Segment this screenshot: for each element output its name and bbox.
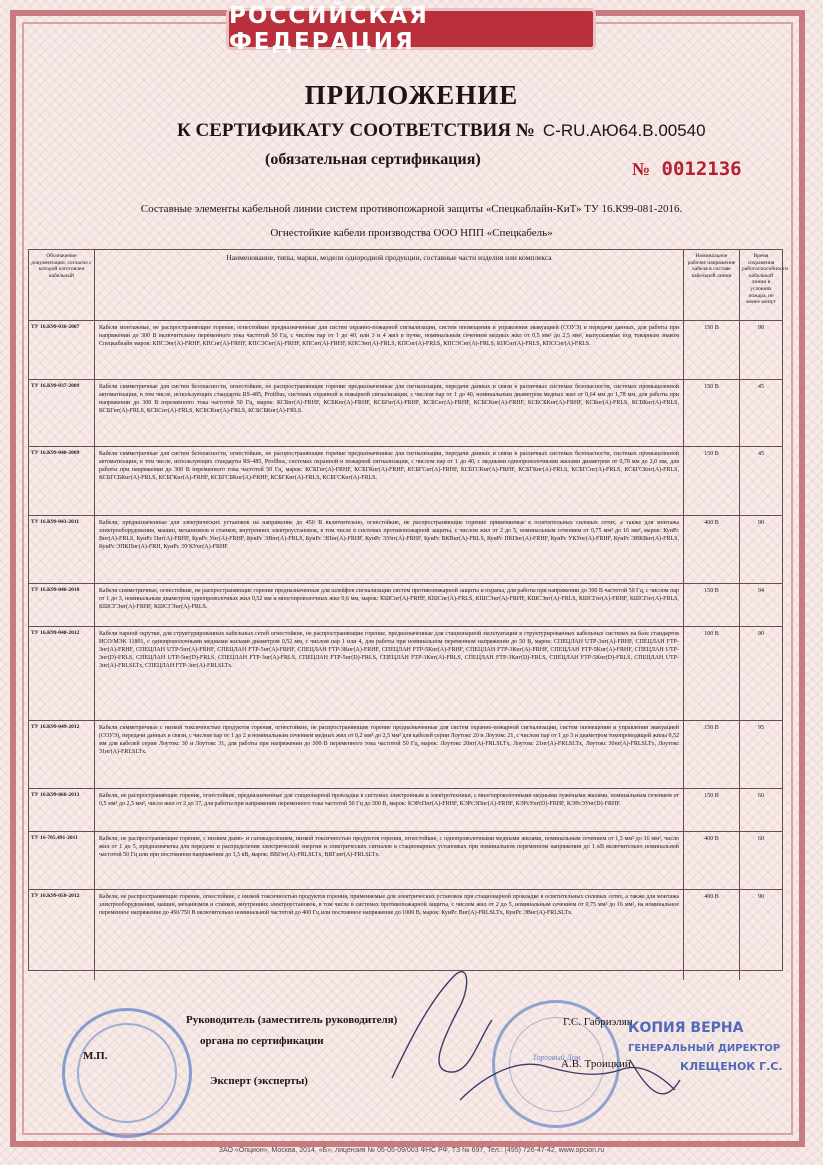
expert-name: А.В. Троицкий — [561, 1058, 631, 1070]
country-banner: РОССИЙСКАЯ ФЕДЕРАЦИЯ — [226, 8, 596, 50]
row-code: ТУ 16.К99-049-2012 — [29, 721, 95, 788]
row-time: 45 — [758, 451, 764, 457]
row-code: ТУ 16.К99-043-2011 — [29, 516, 95, 583]
obligatory-note: (обязательная сертификация) — [265, 151, 481, 168]
row-text: Кабели симметричные с низкой токсичностью продуктов горения, огнестойкие, не распространяющие горение предназначенные для систем охранно-пожарной сигнализации, систем оповещения и управления эвакуацией (СОУЭ), передачи данных и связи, с числом пар от 1 до 2 и номинальным сечением медных жил от 0,2 мм² до 2,5 мм² для кабелей серии Лоутокс 20 и Лоутокс 21, с числом пар от 1 до 3 и диаметром токопроводящей жилы 0,52 мм для кабелей серии Лоутокс 30 и Лоутокс 31, для работы при напряжении до 300 В переменного тока частотой 50 Гц, марок: Лоутокс 20нг(А)-FRLSLTx, Лоутокс 21нг(А)-FRLSLTx, Лоутокс 30нг(А)-FRLSLTx, Лоутокс 31нг(А)-FRLSLTx. — [95, 721, 684, 788]
row-time: 90 — [758, 894, 764, 900]
subtitle-line-1: Составные элементы кабельной линии систем противопожарной защиты «Спецкаблайн-КиТ» ТУ 16.К99-081-2016. — [140, 203, 683, 215]
header-voltage: Номинальное рабочее напряжение кабеля в составе кабельной линии — [684, 250, 740, 320]
row-time: 60 — [758, 793, 764, 799]
certificate-prefix: К СЕРТИФИКАТУ СООТВЕТСТВИЯ № — [177, 120, 535, 141]
row-text: Кабели, не распространяющие горение, огнестойкие, с низкой токсичностью продуктов горения, применяемые для электрических установок при стационарной прокладке в осветительных силовых сетях, а также для монтажа электрооборудования, машин, механизмов и станков, внутренних электроустановок, в том числе в системах противопожарной защиты, с числом жил от 2 до 5, номинальным сечением от 0,75 мм² до 16 мм², на номинальное переменное напряжение до 450/750 В включительно номинальной частотой до 400 Гц или постоянное напряжение до 1000 В, марок: КуиРс Внг(А)-FRLSLTx, КуиРс ЭВнг(А)-FRLSLTx. — [95, 890, 684, 980]
printer-footer: ЗАО «Опцион», Москва, 2014, «Б», лицензия № 05-05-09/003 ФНС РФ, ТЗ № 697, Тел.: (495) 726-47-42, www.opcion.ru — [218, 1147, 605, 1154]
head-label-line2: органа по сертификации — [200, 1035, 324, 1047]
expert-label: Эксперт (эксперты) — [210, 1075, 308, 1087]
director-title-stamp: ГЕНЕРАЛЬНЫЙ ДИРЕКТОР — [628, 1043, 781, 1054]
row-voltage: 400 В — [684, 890, 740, 980]
row-time: 45 — [758, 384, 764, 390]
row-code: ТУ 16.К99-046-2010 — [29, 584, 95, 626]
row-voltage: 150 В — [684, 789, 740, 831]
certificate-number: C-RU.АЮ64.В.00540 — [542, 121, 706, 140]
row-voltage: 150 В — [684, 447, 740, 515]
row-code: ТУ 16.К99-040-2009 — [29, 447, 95, 515]
row-time: 90 — [758, 520, 764, 526]
row-voltage: 100 В — [684, 627, 740, 720]
row-code: ТУ 16.К99-066-2013 — [29, 789, 95, 831]
row-text: Кабели, предназначенные для электрических установок на напряжение до 450 В включительно, огнестойкие, не распространяющие горение применяемые в осветительных силовых сетях, а также для монтажа электрооборудования, машин, механизмов и станков, внутренних электроустановок, в том числе в системах противопожарной защиты, с числом жил от 2 до 5, номинальным сечением от 0,75 мм² до 16 мм², марок: КуиРс Внг(А)-FRLS, КуиРс Пнг(А)-FRHF, КуиРс Унг(А)-FRHF, КуиРс ЭВнг(А)-FRLS, КуиРс ЭПнг(А)-FRHF, КуиРс ЭУнг(А)-FRHF, КуиРс ВКВнг(А)-FRLS, КуиРс ПКПнг(А)-FRHF, КуиРс УКУнг(А)-FRHF, КуиРс ЭВКВнг(А)-FRLS, КуиРс ЭПКПнг(А)-FRH, КуиРс ЭУКУнг(А)-FRHF. — [95, 516, 684, 583]
row-time: 95 — [758, 725, 764, 731]
row-text: Кабели, не распространяющие горение, с низким дымо- и газовыделением, низкой токсичностью продуктов горения, огнестойкие, с однопроволочными медными жилами, номинальным сечением от 1,5 мм² до 16 мм², число жил от 1 до 5, предназначены для передачи и распределения электрической энергии и электрических сигналов в стационарных установках при номинальном переменном напряжении до 1 кВ включительно номинальной частотой 50 Гц или при постоянном напряжении до 1,5 кВ, марок: ВВГнг(А)-FRLSLTx, ВВГзнг(А)-FRLSLTx. — [95, 832, 684, 889]
row-text: Кабели симметричные, огнестойкие, не распространяющие горение предназначенные для шлейфов сигнализации систем противопожарной защиты и охраны, для работы при напряжении до 300 В частотой 50 Гц, с числом пар от 1 до 3, номинальным диаметром однопроволочных жил 0,52 мм и многопроволочных жил 0,6 мм, марок: КШСнг(А)-FRHF, КШСнг(А)-FRLS, КШСЭнг(А)-FRHF, КШСЭнг(А)-FRLS, КШСГнг(А)-FRHF, КШСГнг(А)-FRLS, КШСГЭнг(А)-FRHF, КШСГЭнг(А)-FRLS. — [95, 584, 684, 626]
copy-verified-stamp: КОПИЯ ВЕРНА — [628, 1020, 744, 1036]
head-label-line1: Руководитель (заместитель руководителя) — [186, 1014, 398, 1026]
subtitle-line-2: Огнестойкие кабели производства ООО НПП «Спецкабель» — [270, 227, 553, 239]
row-code: ТУ 16.К99-037-2009 — [29, 380, 95, 446]
row-code: ТУ 16.К99-048-2012 — [29, 627, 95, 720]
header-name: Наименование, типы, марки, модели однородной продукции, составные части изделия или комплекса — [95, 250, 684, 320]
row-voltage: 150 В — [684, 321, 740, 379]
row-voltage: 400 В — [684, 516, 740, 583]
header-code: Обозначение документации, согласно с которой изготовлен кабельный — [29, 250, 95, 320]
mp-label: М.П. — [83, 1050, 108, 1062]
head-signature-icon — [392, 972, 492, 1078]
director-name-stamp: КЛЕЩЕНОК Г.С. — [680, 1060, 783, 1073]
header-time: Время сохранения работоспособности кабельной линии в условиях пожара, не менее минут — [742, 253, 788, 306]
row-voltage: 150 В — [684, 380, 740, 446]
row-code: ТУ 16.К99-036-2007 — [29, 321, 95, 379]
company-seal-text: Торговый Дом — [532, 1053, 581, 1062]
row-time: 60 — [758, 836, 764, 842]
expert-signature-icon — [460, 1060, 680, 1100]
row-voltage: 150 В — [684, 721, 740, 788]
row-text: Кабели парной скрутки, для структурированных кабельных сетей огнестойкие, не распространяющие горение, предназначенные для стационарной эксплуатации в структурированных кабельных системах на базе стандартов ИСО/МЭК 11801, с однопроволочными медными жилами диаметром 0,52 мм, с числом пар 1 или 4, для работы при номинальном переменном напряжении до 50 В, марок: СПЕЦЛАН UTP-3нг(А)-FRHF, СПЕЦЛАН FTP-3нг(А)-FRHF, СПЕЦЛАН UTP-5нг(А)-FRHF, СПЕЦЛАН FTP-5нг(А)-FRHF, СПЕЦЛАН FTP-3Кнг(А)-FRHF, СПЕЦЛАН FTP-5Кнг(А)-FRHF, СПЕЦЛАН FTP-3Кнг(А)-FRHF, СПЕЦЛАН FTP-5Кнг(А)-FRHF, СПЕЦЛАН UTP-3нг(D)-FRLS, СПЕЦЛАН UTP-5нг(D)-FRLS, СПЕЦЛАН FTP-3нг(А)-FRLS, СПЕЦЛАН FTP-5нг(D)-FRLS, СПЕЦЛАН FTP-3Кнг(А)-FRLS, СПЕЦЛАН FTP-3Кнг(D)-FRLS, СПЕЦЛАН FTP-5Кнг(D)-FRLS, СПЕЦЛАН UTP-3нг(А)-FRLSLTx, СПЕЦЛАН FTP-3нг(А)-FRLSLTx. — [95, 627, 684, 720]
row-time: 90 — [758, 631, 764, 637]
row-code: ТУ 16.К99-050-2012 — [29, 890, 95, 980]
row-voltage: 150 В — [684, 584, 740, 626]
serial-prefix: № — [632, 159, 651, 179]
row-text: Кабели, не распространяющие горение, огнестойкие, предназначенные для стационарной прокладки в системах электронным и электротехники, с многопроволочными медными лужеными жилами, номинальным сечением от 0,5 мм² до 2,5 мм², число жил от 2 до 37, для работы при напряжении переменного тока частотой 50 Гц до 300 В, марок: КЭРсПнг(А)-FRHF, КЭРсЭПнг(А)-FRHF, КЭРсУнг(D)-FRHF, КЭРсЭУнг(D)-FRHF. — [95, 789, 684, 831]
serial-value: 0012136 — [661, 158, 742, 180]
row-code: ТУ 16-705.491-2011 — [29, 832, 95, 889]
row-voltage: 400 В — [684, 832, 740, 889]
document-title: ПРИЛОЖЕНИЕ — [304, 80, 519, 110]
row-text: Кабели симметричные для систем безопасности, огнестойкие, не распространяющие горение предназначенные для сигнализации, передачи данных и связи в различных системах безопасности, системах промышленной автоматизации, в том числе, использующих стандарты RS-485, Profibus, системах охранной и пожарной сигнализации, с числом пар от 1 до 40, с медными однопроволочными жилами диаметром от 0,78 мм до 2,0 мм, для работы при напряжении до 300 В переменного тока частотой 50 Гц, марок: КСБГнг(А)-FRHF, КСБГКнг(А)-FRHF, КСБГСнг(А)-FRHF, КСБГСКнг(А)-FRHF, КСБГКнг(А)-FRLS, КСБГСнг(А)-FRLS, КСБГСКнг(А)-FRLS, КСБГСБКнг(А)-FRLS, КСБГКнг(А)-FRHF, КСБГСБКнг(А)-FRHF, КСБГКнг(А)-FRLS, КСБГСКнг(А)-FRLS. — [95, 447, 684, 515]
row-text: Кабели монтажные, не распространяющие горение, огнестойкие предназначенные для систем охранно-пожарной сигнализации, систем оповещения и управления эвакуацией (СОУЭ) и передачи данных, для работы при напряжении до 300 В включительно переменного тока частотой 50 Гц, с числом пар от 1 до 40, или 3 и 4 жил в пучке, номинальным сечением медных жил от 0,5 мм² до 2,5 мм², выпускаемые под товарным знаком Спецкаблайн марок: КПСЭнг(А)-FRHF, КПСнг(А)-FRHF, КПСЭСнг(А)-FRHF, КПСнг(А)-FRHF, КПСЭнг(А)-FRLS, КПСнг(А)-FRLS, КПСЭСнг(А)-FRLS, КПСнг(А)-FRLS, КПССнг(А)-FRLS. — [95, 321, 684, 379]
row-time: 98 — [758, 325, 764, 331]
head-name: Г.С. Габриэлян — [563, 1016, 633, 1028]
row-text: Кабели симметричные для систем безопасности, огнестойкие, не распространяющие горение предназначенные для сигнализации, передачи данных и связи в различных системах безопасности, системах промышленной автоматизации, в том числе, использующих стандарты RS-485, Profibus, системах охранной и пожарной сигнализации, с числом пар от 1 до 40, номинальным диаметром медных жил от 0,64 мм до 1,78 мм, для работы при напряжении до 300 В переменного тока частотой 50 Гц, марок: КСБнг(А)-FRHF, КСБКнг(А)-FRHF, КСБГнг(А)-FRHF, КСБСнг(А)-FRHF, КСБСКнг(А)-FRHF, КСБСБКнг(А)-FRHF, КСБнг(А)-FRLS, КСБКнг(А)-FRLS, КСБГнг(А)-FRLS, КСБСнг(А)-FRLS, КСБСКнг(А)-FRLS, КСБСБКнг(А)-FRLS. — [95, 380, 684, 446]
row-time: 94 — [758, 588, 764, 594]
